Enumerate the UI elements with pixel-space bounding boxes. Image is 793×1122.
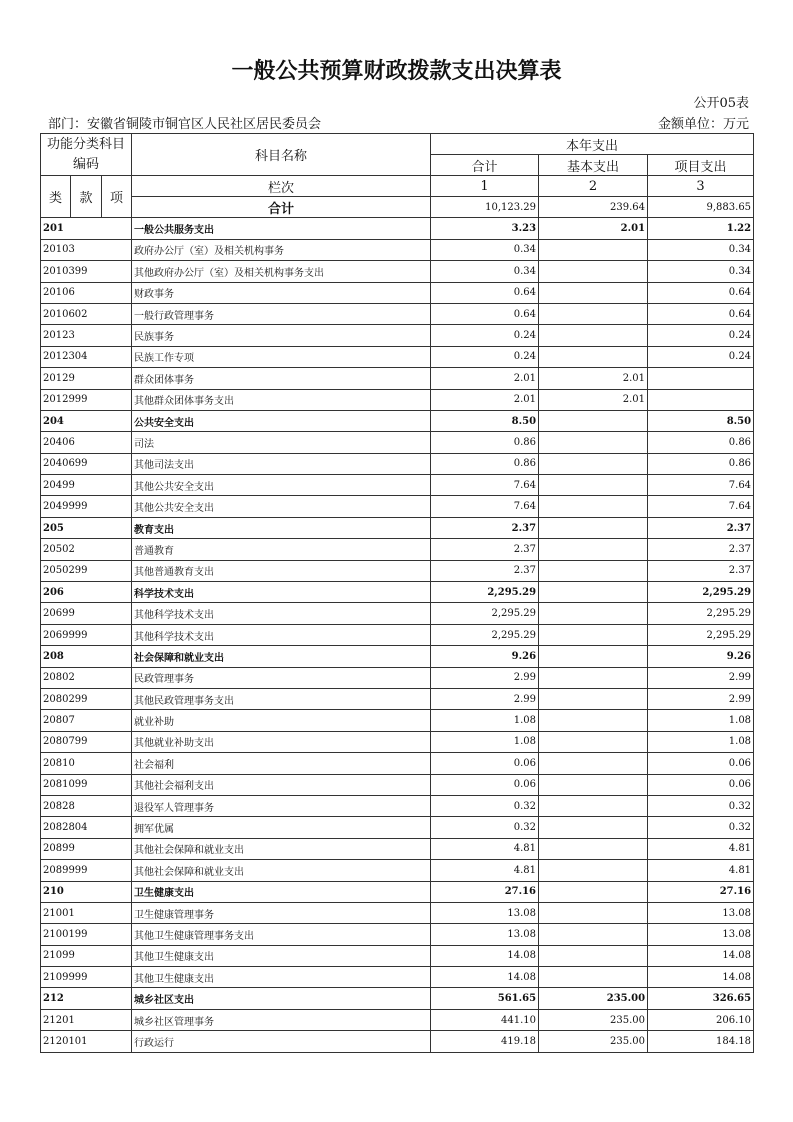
row-project: 0.86 xyxy=(648,453,754,474)
row-code: 206 xyxy=(41,582,132,603)
grand-total-total: 10,123.29 xyxy=(431,197,539,218)
row-total: 2.37 xyxy=(431,517,539,538)
row-total: 2.99 xyxy=(431,688,539,709)
row-total: 14.08 xyxy=(431,967,539,988)
row-total: 2,295.29 xyxy=(431,603,539,624)
table-row xyxy=(41,539,754,560)
row-code: 20807 xyxy=(41,710,132,731)
row-basic: 2.01 xyxy=(539,389,648,410)
table-row xyxy=(41,1031,754,1052)
row-total: 561.65 xyxy=(431,988,539,1009)
table-row xyxy=(41,239,754,260)
row-basic xyxy=(539,475,648,496)
table-row xyxy=(41,753,754,774)
row-name: 其他卫生健康管理事务支出 xyxy=(132,924,431,945)
table-row xyxy=(41,368,754,389)
row-project: 326.65 xyxy=(648,988,754,1009)
table-row xyxy=(41,795,754,816)
header-project: 项目支出 xyxy=(648,155,754,176)
row-code: 20499 xyxy=(41,475,132,496)
row-basic: 2.01 xyxy=(539,368,648,389)
row-total: 2,295.29 xyxy=(431,582,539,603)
row-name: 民族事务 xyxy=(132,325,431,346)
table-row xyxy=(41,646,754,667)
row-basic xyxy=(539,688,648,709)
row-basic xyxy=(539,860,648,881)
row-project: 9.26 xyxy=(648,646,754,667)
row-basic xyxy=(539,239,648,260)
row-project: 13.08 xyxy=(648,924,754,945)
grand-total-label: 合计 xyxy=(132,197,431,218)
row-basic xyxy=(539,432,648,453)
row-name: 其他就业补助支出 xyxy=(132,731,431,752)
row-basic xyxy=(539,945,648,966)
form-number: 公开05表 xyxy=(693,96,749,111)
row-code: 205 xyxy=(41,517,132,538)
table-row xyxy=(41,902,754,923)
table-row xyxy=(41,817,754,838)
row-basic xyxy=(539,795,648,816)
row-code: 2080799 xyxy=(41,731,132,752)
row-project: 0.32 xyxy=(648,817,754,838)
row-total: 0.34 xyxy=(431,239,539,260)
row-name: 其他公共安全支出 xyxy=(132,496,431,517)
row-project xyxy=(648,389,754,410)
row-name: 公共安全支出 xyxy=(132,410,431,431)
row-total: 0.24 xyxy=(431,346,539,367)
row-total: 0.86 xyxy=(431,432,539,453)
row-project: 184.18 xyxy=(648,1031,754,1052)
row-project: 14.08 xyxy=(648,967,754,988)
row-project: 7.64 xyxy=(648,496,754,517)
row-name: 民族工作专项 xyxy=(132,346,431,367)
row-total: 2.37 xyxy=(431,560,539,581)
row-project: 0.34 xyxy=(648,239,754,260)
grand-total-basic: 239.64 xyxy=(539,197,648,218)
header-year: 本年支出 xyxy=(431,134,754,155)
row-name: 社会福利 xyxy=(132,753,431,774)
row-total: 1.08 xyxy=(431,710,539,731)
row-code: 20106 xyxy=(41,282,132,303)
row-basic xyxy=(539,282,648,303)
row-project: 0.06 xyxy=(648,774,754,795)
row-project: 4.81 xyxy=(648,838,754,859)
row-basic: 235.00 xyxy=(539,1031,648,1052)
row-code: 2049999 xyxy=(41,496,132,517)
header-basic: 基本支出 xyxy=(539,155,648,176)
row-basic xyxy=(539,710,648,731)
row-code: 20502 xyxy=(41,539,132,560)
row-total: 441.10 xyxy=(431,1009,539,1030)
row-basic xyxy=(539,603,648,624)
row-total: 0.32 xyxy=(431,817,539,838)
row-name: 其他民政管理事务支出 xyxy=(132,688,431,709)
row-name: 一般公共服务支出 xyxy=(132,218,431,239)
table-row xyxy=(41,945,754,966)
row-code: 21099 xyxy=(41,945,132,966)
header-lei: 类 xyxy=(41,176,71,218)
row-project: 8.50 xyxy=(648,410,754,431)
row-name: 普通教育 xyxy=(132,539,431,560)
header-total: 合计 xyxy=(431,155,539,176)
row-total: 0.32 xyxy=(431,795,539,816)
table-row xyxy=(41,475,754,496)
row-code: 2069999 xyxy=(41,624,132,645)
row-project: 13.08 xyxy=(648,902,754,923)
table-row xyxy=(41,731,754,752)
row-total: 13.08 xyxy=(431,902,539,923)
row-code: 20810 xyxy=(41,753,132,774)
table-row xyxy=(41,774,754,795)
row-basic xyxy=(539,646,648,667)
table-row xyxy=(41,1009,754,1030)
row-code: 2080299 xyxy=(41,688,132,709)
header-code: 功能分类科目编码 xyxy=(41,134,132,176)
row-code: 2012999 xyxy=(41,389,132,410)
row-name: 司法 xyxy=(132,432,431,453)
row-code: 204 xyxy=(41,410,132,431)
row-name: 其他司法支出 xyxy=(132,453,431,474)
row-project: 0.06 xyxy=(648,753,754,774)
row-name: 城乡社区支出 xyxy=(132,988,431,1009)
row-name: 就业补助 xyxy=(132,710,431,731)
row-project: 0.24 xyxy=(648,325,754,346)
row-basic xyxy=(539,902,648,923)
row-total: 13.08 xyxy=(431,924,539,945)
table-row xyxy=(41,582,754,603)
row-total: 419.18 xyxy=(431,1031,539,1052)
row-project: 2.37 xyxy=(648,560,754,581)
row-name: 财政事务 xyxy=(132,282,431,303)
row-code: 21201 xyxy=(41,1009,132,1030)
table-row xyxy=(41,325,754,346)
row-basic xyxy=(539,731,648,752)
row-basic: 235.00 xyxy=(539,1009,648,1030)
row-project: 1.22 xyxy=(648,218,754,239)
table-row xyxy=(41,218,754,239)
row-total: 0.86 xyxy=(431,453,539,474)
table-row xyxy=(41,282,754,303)
row-name: 群众团体事务 xyxy=(132,368,431,389)
table-row xyxy=(41,346,754,367)
row-code: 2081099 xyxy=(41,774,132,795)
table-row xyxy=(41,496,754,517)
row-code: 201 xyxy=(41,218,132,239)
table-row xyxy=(41,881,754,902)
row-project: 2.99 xyxy=(648,688,754,709)
row-total: 27.16 xyxy=(431,881,539,902)
row-code: 2010399 xyxy=(41,261,132,282)
grand-total-project: 9,883.65 xyxy=(648,197,754,218)
row-basic: 235.00 xyxy=(539,988,648,1009)
row-total: 1.08 xyxy=(431,731,539,752)
row-project: 206.10 xyxy=(648,1009,754,1030)
row-project xyxy=(648,368,754,389)
row-code: 21001 xyxy=(41,902,132,923)
row-project: 4.81 xyxy=(648,860,754,881)
row-basic xyxy=(539,539,648,560)
row-name: 一般行政管理事务 xyxy=(132,303,431,324)
row-total: 7.64 xyxy=(431,496,539,517)
row-name: 其他群众团体事务支出 xyxy=(132,389,431,410)
row-basic xyxy=(539,261,648,282)
row-total: 0.34 xyxy=(431,261,539,282)
row-project: 0.86 xyxy=(648,432,754,453)
row-basic xyxy=(539,453,648,474)
row-project: 7.64 xyxy=(648,475,754,496)
table-row xyxy=(41,603,754,624)
row-total: 7.64 xyxy=(431,475,539,496)
row-total: 14.08 xyxy=(431,945,539,966)
row-name: 卫生健康管理事务 xyxy=(132,902,431,923)
row-code: 208 xyxy=(41,646,132,667)
row-name: 其他卫生健康支出 xyxy=(132,967,431,988)
row-basic xyxy=(539,967,648,988)
row-project: 0.32 xyxy=(648,795,754,816)
table-row xyxy=(41,624,754,645)
expenditure-table xyxy=(40,133,754,1053)
row-name: 教育支出 xyxy=(132,517,431,538)
row-code: 20699 xyxy=(41,603,132,624)
row-name: 城乡社区管理事务 xyxy=(132,1009,431,1030)
row-name: 社会保障和就业支出 xyxy=(132,646,431,667)
row-name: 其他卫生健康支出 xyxy=(132,945,431,966)
table-row xyxy=(41,389,754,410)
row-total: 0.64 xyxy=(431,282,539,303)
page-title: 一般公共预算财政拨款支出决算表 xyxy=(231,59,562,84)
table-row xyxy=(41,560,754,581)
row-basic xyxy=(539,667,648,688)
table-row xyxy=(41,517,754,538)
department: 部门：安徽省铜陵市铜官区人民社区居民委员会 xyxy=(48,117,322,132)
row-name: 民政管理事务 xyxy=(132,667,431,688)
row-code: 2012304 xyxy=(41,346,132,367)
row-total: 0.64 xyxy=(431,303,539,324)
row-name: 行政运行 xyxy=(132,1031,431,1052)
row-code: 2082804 xyxy=(41,817,132,838)
row-total: 2,295.29 xyxy=(431,624,539,645)
row-total: 4.81 xyxy=(431,860,539,881)
row-total: 8.50 xyxy=(431,410,539,431)
header-c1: 1 xyxy=(431,176,539,197)
row-name: 其他社会保障和就业支出 xyxy=(132,838,431,859)
header-c3: 3 xyxy=(648,176,754,197)
row-total: 2.99 xyxy=(431,667,539,688)
table-row xyxy=(41,710,754,731)
row-name: 科学技术支出 xyxy=(132,582,431,603)
row-basic xyxy=(539,817,648,838)
row-basic xyxy=(539,624,648,645)
row-project: 2,295.29 xyxy=(648,582,754,603)
row-project: 2,295.29 xyxy=(648,624,754,645)
row-name: 卫生健康支出 xyxy=(132,881,431,902)
row-project: 27.16 xyxy=(648,881,754,902)
row-code: 2010602 xyxy=(41,303,132,324)
row-code: 20828 xyxy=(41,795,132,816)
row-name: 其他政府办公厅（室）及相关机构事务支出 xyxy=(132,261,431,282)
table-row xyxy=(41,453,754,474)
row-basic xyxy=(539,517,648,538)
row-total: 0.06 xyxy=(431,774,539,795)
row-code: 212 xyxy=(41,988,132,1009)
row-project: 2.99 xyxy=(648,667,754,688)
row-project: 0.64 xyxy=(648,282,754,303)
row-project: 2,295.29 xyxy=(648,603,754,624)
row-total: 3.23 xyxy=(431,218,539,239)
row-code: 20802 xyxy=(41,667,132,688)
table-row xyxy=(41,261,754,282)
table-row xyxy=(41,410,754,431)
row-basic xyxy=(539,346,648,367)
row-name: 其他科学技术支出 xyxy=(132,603,431,624)
row-code: 20899 xyxy=(41,838,132,859)
row-basic: 2.01 xyxy=(539,218,648,239)
row-name: 其他社会福利支出 xyxy=(132,774,431,795)
table-row xyxy=(41,303,754,324)
row-code: 20406 xyxy=(41,432,132,453)
row-code: 2100199 xyxy=(41,924,132,945)
table-row xyxy=(41,667,754,688)
row-basic xyxy=(539,924,648,945)
row-basic xyxy=(539,303,648,324)
table-row xyxy=(41,432,754,453)
row-total: 2.37 xyxy=(431,539,539,560)
row-project: 14.08 xyxy=(648,945,754,966)
table-row xyxy=(41,988,754,1009)
header-c2: 2 xyxy=(539,176,648,197)
header-xiang: 项 xyxy=(102,176,132,218)
row-total: 4.81 xyxy=(431,838,539,859)
row-code: 2120101 xyxy=(41,1031,132,1052)
row-code: 20129 xyxy=(41,368,132,389)
row-project: 1.08 xyxy=(648,731,754,752)
table-row xyxy=(41,688,754,709)
header-name: 科目名称 xyxy=(132,134,431,176)
row-basic xyxy=(539,410,648,431)
table-row xyxy=(41,924,754,945)
row-code: 210 xyxy=(41,881,132,902)
row-basic xyxy=(539,560,648,581)
row-total: 2.01 xyxy=(431,389,539,410)
table-row xyxy=(41,838,754,859)
row-name: 其他公共安全支出 xyxy=(132,475,431,496)
row-name: 退役军人管理事务 xyxy=(132,795,431,816)
row-code: 2050299 xyxy=(41,560,132,581)
row-basic xyxy=(539,496,648,517)
amount-unit: 金额单位：万元 xyxy=(657,117,749,132)
row-project: 2.37 xyxy=(648,539,754,560)
row-name: 其他普通教育支出 xyxy=(132,560,431,581)
row-project: 0.64 xyxy=(648,303,754,324)
row-code: 20123 xyxy=(41,325,132,346)
row-basic xyxy=(539,881,648,902)
row-project: 1.08 xyxy=(648,710,754,731)
row-name: 其他社会保障和就业支出 xyxy=(132,860,431,881)
table-row xyxy=(41,967,754,988)
row-basic xyxy=(539,325,648,346)
row-total: 0.06 xyxy=(431,753,539,774)
row-project: 0.24 xyxy=(648,346,754,367)
row-basic xyxy=(539,838,648,859)
table-row xyxy=(41,860,754,881)
row-project: 2.37 xyxy=(648,517,754,538)
row-total: 2.01 xyxy=(431,368,539,389)
row-name: 政府办公厅（室）及相关机构事务 xyxy=(132,239,431,260)
row-total: 0.24 xyxy=(431,325,539,346)
row-name: 其他科学技术支出 xyxy=(132,624,431,645)
row-total: 9.26 xyxy=(431,646,539,667)
row-name: 拥军优属 xyxy=(132,817,431,838)
row-code: 2040699 xyxy=(41,453,132,474)
header-kuan: 款 xyxy=(71,176,102,218)
header-column: 栏次 xyxy=(132,176,431,197)
row-code: 2109999 xyxy=(41,967,132,988)
row-project: 0.34 xyxy=(648,261,754,282)
row-basic xyxy=(539,774,648,795)
row-code: 20103 xyxy=(41,239,132,260)
row-code: 2089999 xyxy=(41,860,132,881)
row-basic xyxy=(539,753,648,774)
row-basic xyxy=(539,582,648,603)
